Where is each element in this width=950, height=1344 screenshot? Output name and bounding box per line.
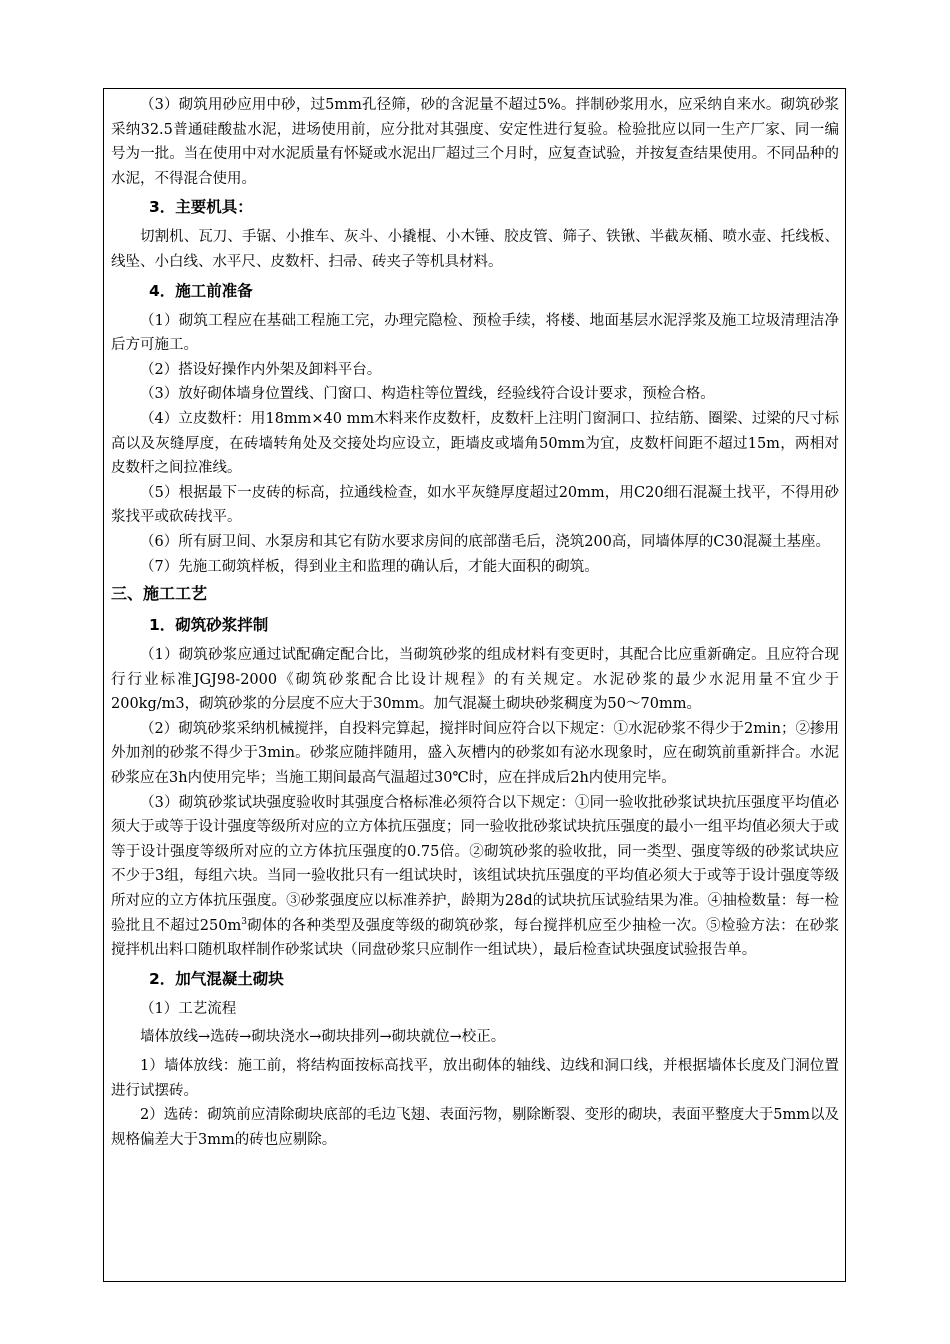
prep-item-6: （6）所有厨卫间、水泵房和其它有防水要求房间的底部凿毛后，浇筑200高，同墙体厚的C30混凝土基座。 <box>140 533 830 550</box>
prep-item-4: （4）立皮数杆：用18mm×40 mm木料来作皮数杆，皮数杆上注明门窗洞口、拉结筋、圈梁、过梁的尺寸标高以及灰缝厚度，在砖墙转角处及交接处均应设立，距墙皮或墙角50mm为宜，皮数杆间距不超过15m，两相对皮数杆之间拉准线。 <box>111 410 839 477</box>
heading-process: 三、施工工艺 <box>111 584 208 604</box>
heading-mortar: 1．砌筑砂浆拌制 <box>149 616 269 635</box>
paragraph-tools: 切割机、瓦刀、手锯、小推车、灰斗、小撬棍、小木锤、胶皮管、筛子、铁锹、半截灰桶、喷水壶、托线板、线坠、小白线、水平尺、皮数杆、扫帚、砖夹子等机具材料。 <box>111 229 839 270</box>
document-body <box>111 93 839 1152</box>
heading-preparation: 4．施工前准备 <box>149 281 253 300</box>
prep-item-7: （7）先施工砌筑样板，得到业主和监理的确认后，才能大面积的砌筑。 <box>140 558 599 575</box>
mortar-item-1: （1）砌筑砂浆应通过试配确定配合比，当砌筑砂浆的组成材料有变更时，其配合比应重新确定。且应符合现行行业标准JGJ98-2000《砌筑砂浆配合比设计规程》的有关规定。水泥砂浆的最少水泥用量不宜少于200kg/m3，砌筑砂浆的分层度不应大于30mm。加气混凝土砌块砂浆稠度为50～70mm。 <box>111 647 839 713</box>
mortar-item-3 <box>111 791 839 963</box>
block-item-1: 1）墙体放线：施工前，将结构面按标高找平，放出砌体的轴线、边线和洞口线，并根据墙体长度及门洞位置进行试摆砖。 <box>111 1058 839 1099</box>
mortar-item-3-text-a: （3）砌筑砂浆试块强度验收时其强度合格标准必须符合以下规定：①同一验收批砂浆试块抗压强度平均值必须大于或等于设计强度等级所对应的立方体抗压强度；同一验收批砂浆试块抗压强度的最小一组平均值必须大于或等于设计强度等级所对应的立方体抗压强度的0.75倍。②砌筑砂浆的验收批，同一类型、强度等级的砂浆试块应不少于3组，每组六块。当同一验收批只有一组试块时，该组试块抗压强度的平均值必须大于或等于设计强度等级所对应的立方体抗压强度。③砂浆强度应以标准养护，龄期为28d的试块抗压试验结果为准。④抽检数量：每一检验批且不超过250m <box>111 794 839 934</box>
prep-item-3: （3）放好砌体墙身位置线、门窗口、构造柱等位置线，经验线符合设计要求，预检合格。 <box>140 386 715 403</box>
heading-tools: 3．主要机具： <box>149 198 253 217</box>
mortar-item-3-text-b: 砌体的各种类型及强度等级的砌筑砂浆，每台搅拌机应至少抽检一次。⑤检验方法：在砂浆搅拌机出料口随机取样制作砂浆试块（同盘砂浆只应制作一组试块），最后检查试块强度试验报告单。 <box>111 917 839 959</box>
prep-item-5: （5）根据最下一皮砖的标高，拉通线检查，如水平灰缝厚度超过20mm，用C20细石混凝土找平，不得用砂浆找平或砍砖找平。 <box>111 484 839 526</box>
heading-block: 2．加气混凝土砌块 <box>149 969 284 988</box>
flow-title: （1）工艺流程 <box>140 1000 237 1017</box>
superscript-3: 3 <box>241 916 247 927</box>
prep-item-1: （1）砌筑工程应在基础工程施工完，办理完隐检、预检手续，将楼、地面基层水泥浮浆及施工垃圾清理洁净后方可施工。 <box>111 312 839 354</box>
prep-item-2: （2）搭设好操作内外架及卸料平台。 <box>140 361 382 378</box>
mortar-item-2: （2）砌筑砂浆采纳机械搅拌，自投料完算起，搅拌时间应符合以下规定：①水泥砂浆不得少于2min；②掺用外加剂的砂浆不得少于3min。砂浆应随拌随用，盛入灰槽内的砂浆如有泌水现象时，应在砌筑前重新拌合。水泥砂浆应在3h内使用完毕；当施工期间最高气温超过30℃时，应在拌成后2h内使用完毕。 <box>111 720 839 787</box>
block-item-2: 2）选砖：砌筑前应清除砌块底部的毛边飞翅、表面污物，剔除断裂、变形的砌块，表面平整度大于5mm以及规格偏差大于3mm的砖也应剔除。 <box>111 1107 839 1148</box>
paragraph-sand: （3）砌筑用砂应用中砂，过5mm孔径筛，砂的含泥量不超过5%。拌制砂浆用水，应采纳自来水。砌筑砂浆采纳32.5普通硅酸盐水泥，进场使用前，应分批对其强度、安定性进行复验。检验批应以同一生产厂家、同一编号为一批。当在使用中对水泥质量有怀疑或水泥出厂超过三个月时，应复查试验，并按复查结果使用。不同品种的水泥，不得混合使用。 <box>111 97 839 187</box>
flow-steps: 墙体放线→选砖→砌块浇水→砌块排列→砌块就位→校正。 <box>140 1029 506 1046</box>
